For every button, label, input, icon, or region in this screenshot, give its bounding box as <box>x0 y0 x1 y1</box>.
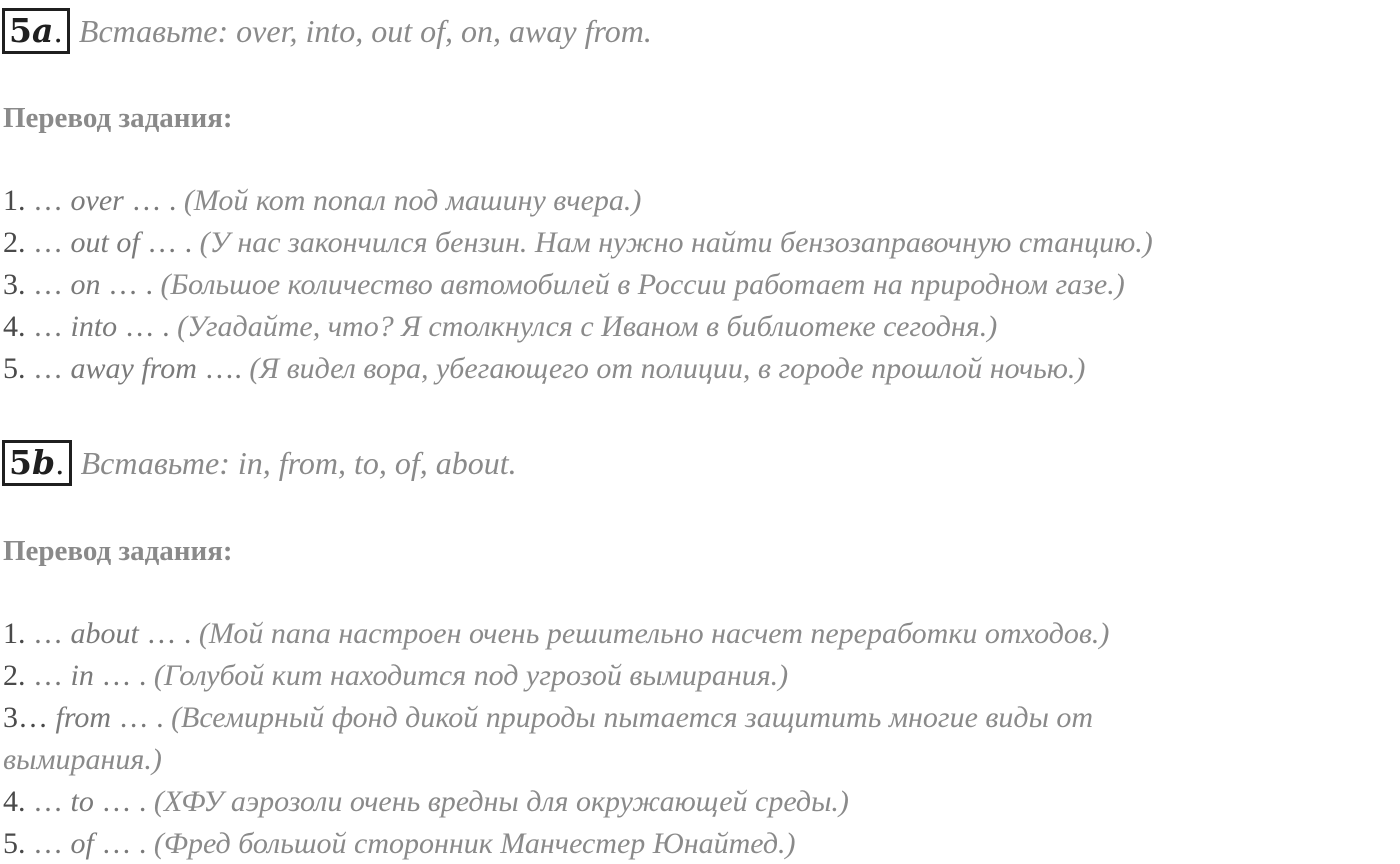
exercise-number: 5 <box>9 443 32 482</box>
item-translation: (Большое количество автомобилей в России работает на природном газе.) <box>160 268 1125 301</box>
item-ellipsis: … . <box>111 701 172 734</box>
item-number: 4. <box>3 310 26 343</box>
item-ellipsis: … . <box>123 184 184 217</box>
item-number: 3… <box>3 701 48 734</box>
exercise-number-box <box>2 440 72 486</box>
answer-item <box>3 225 1153 261</box>
exercise-number: 5 <box>9 11 32 50</box>
item-translation: (У нас закончился бензин. Нам нужно найти бензозаправочную станцию.) <box>199 226 1153 259</box>
item-answer: from <box>55 701 112 734</box>
item-number: 5. <box>3 827 26 860</box>
item-number: 2. <box>3 659 26 692</box>
item-ellipsis: … <box>25 268 71 301</box>
item-translation: (Угадайте, что? Я столкнулся с Иваном в библиотеке сегодня.) <box>177 310 998 343</box>
item-answer: about <box>70 617 139 650</box>
exercise-letter: a <box>31 11 54 50</box>
translation-heading: Перевод задания: <box>3 102 233 134</box>
item-translation: (Голубой кит находится под угрозой вымирания.) <box>153 659 789 692</box>
answer-item <box>3 784 849 820</box>
item-answer: into <box>70 310 118 343</box>
item-ellipsis: … <box>25 184 71 217</box>
item-answer: out of <box>70 226 140 259</box>
item-answer: to <box>70 785 94 818</box>
item-translation: (Я видел вора, убегающего от полиции, в городе прошлой ночью.) <box>249 352 1086 385</box>
item-ellipsis <box>48 701 56 734</box>
answer-item <box>3 183 641 219</box>
answer-item <box>3 267 1125 303</box>
item-ellipsis: … . <box>93 659 154 692</box>
item-number: 4. <box>3 785 26 818</box>
item-ellipsis: … <box>25 352 71 385</box>
answer-item <box>3 826 796 862</box>
answer-item <box>3 351 1085 387</box>
item-ellipsis: … <box>25 785 71 818</box>
item-answer: in <box>70 659 94 692</box>
item-translation-continuation: вымирания.) <box>3 743 162 776</box>
item-ellipsis: … <box>25 827 71 860</box>
exercise-number-box <box>2 8 70 54</box>
item-ellipsis: …. <box>196 352 250 385</box>
item-answer: of <box>70 827 94 860</box>
exercise-instruction: Вставьте: over, into, out of, on, away from. <box>78 12 652 49</box>
item-number: 3. <box>3 268 26 301</box>
item-answer: away from <box>70 352 197 385</box>
item-number: 1. <box>3 184 26 217</box>
item-translation: (Всемирный фонд дикой природы пытается защитить многие виды от <box>171 701 1094 734</box>
item-answer: over <box>70 184 124 217</box>
answer-item <box>3 658 788 694</box>
exercise-dot: . <box>55 447 65 482</box>
item-translation: (Фред большой сторонник Манчестер Юнайтед.) <box>153 827 796 860</box>
exercise-dot: . <box>53 15 63 50</box>
item-number: 2. <box>3 226 26 259</box>
exercise-5a-header <box>2 8 652 54</box>
item-ellipsis: … . <box>117 310 178 343</box>
exercise-5b-header <box>2 440 517 486</box>
item-ellipsis: … . <box>93 827 154 860</box>
item-ellipsis: … . <box>139 226 200 259</box>
exercise-letter: b <box>31 443 56 482</box>
exercise-instruction: Вставьте: in, from, to, of, about. <box>80 444 517 481</box>
item-ellipsis: … . <box>138 617 199 650</box>
item-answer: on <box>70 268 101 301</box>
answer-item <box>3 309 997 345</box>
item-translation: (ХФУ аэрозоли очень вредны для окружающей среды.) <box>153 785 849 818</box>
item-ellipsis: … <box>25 617 71 650</box>
item-translation: (Мой кот попал под машину вчера.) <box>183 184 642 217</box>
translation-heading: Перевод задания: <box>3 535 233 567</box>
item-translation: (Мой папа настроен очень решительно насчет переработки отходов.) <box>198 617 1110 650</box>
item-number: 5. <box>3 352 26 385</box>
item-ellipsis: … <box>25 226 71 259</box>
answer-item <box>3 700 1093 736</box>
item-number: 1. <box>3 617 26 650</box>
answer-item <box>3 616 1109 652</box>
item-ellipsis: … . <box>93 785 154 818</box>
item-ellipsis: … . <box>100 268 161 301</box>
item-ellipsis: … <box>25 659 71 692</box>
item-ellipsis: … <box>25 310 71 343</box>
